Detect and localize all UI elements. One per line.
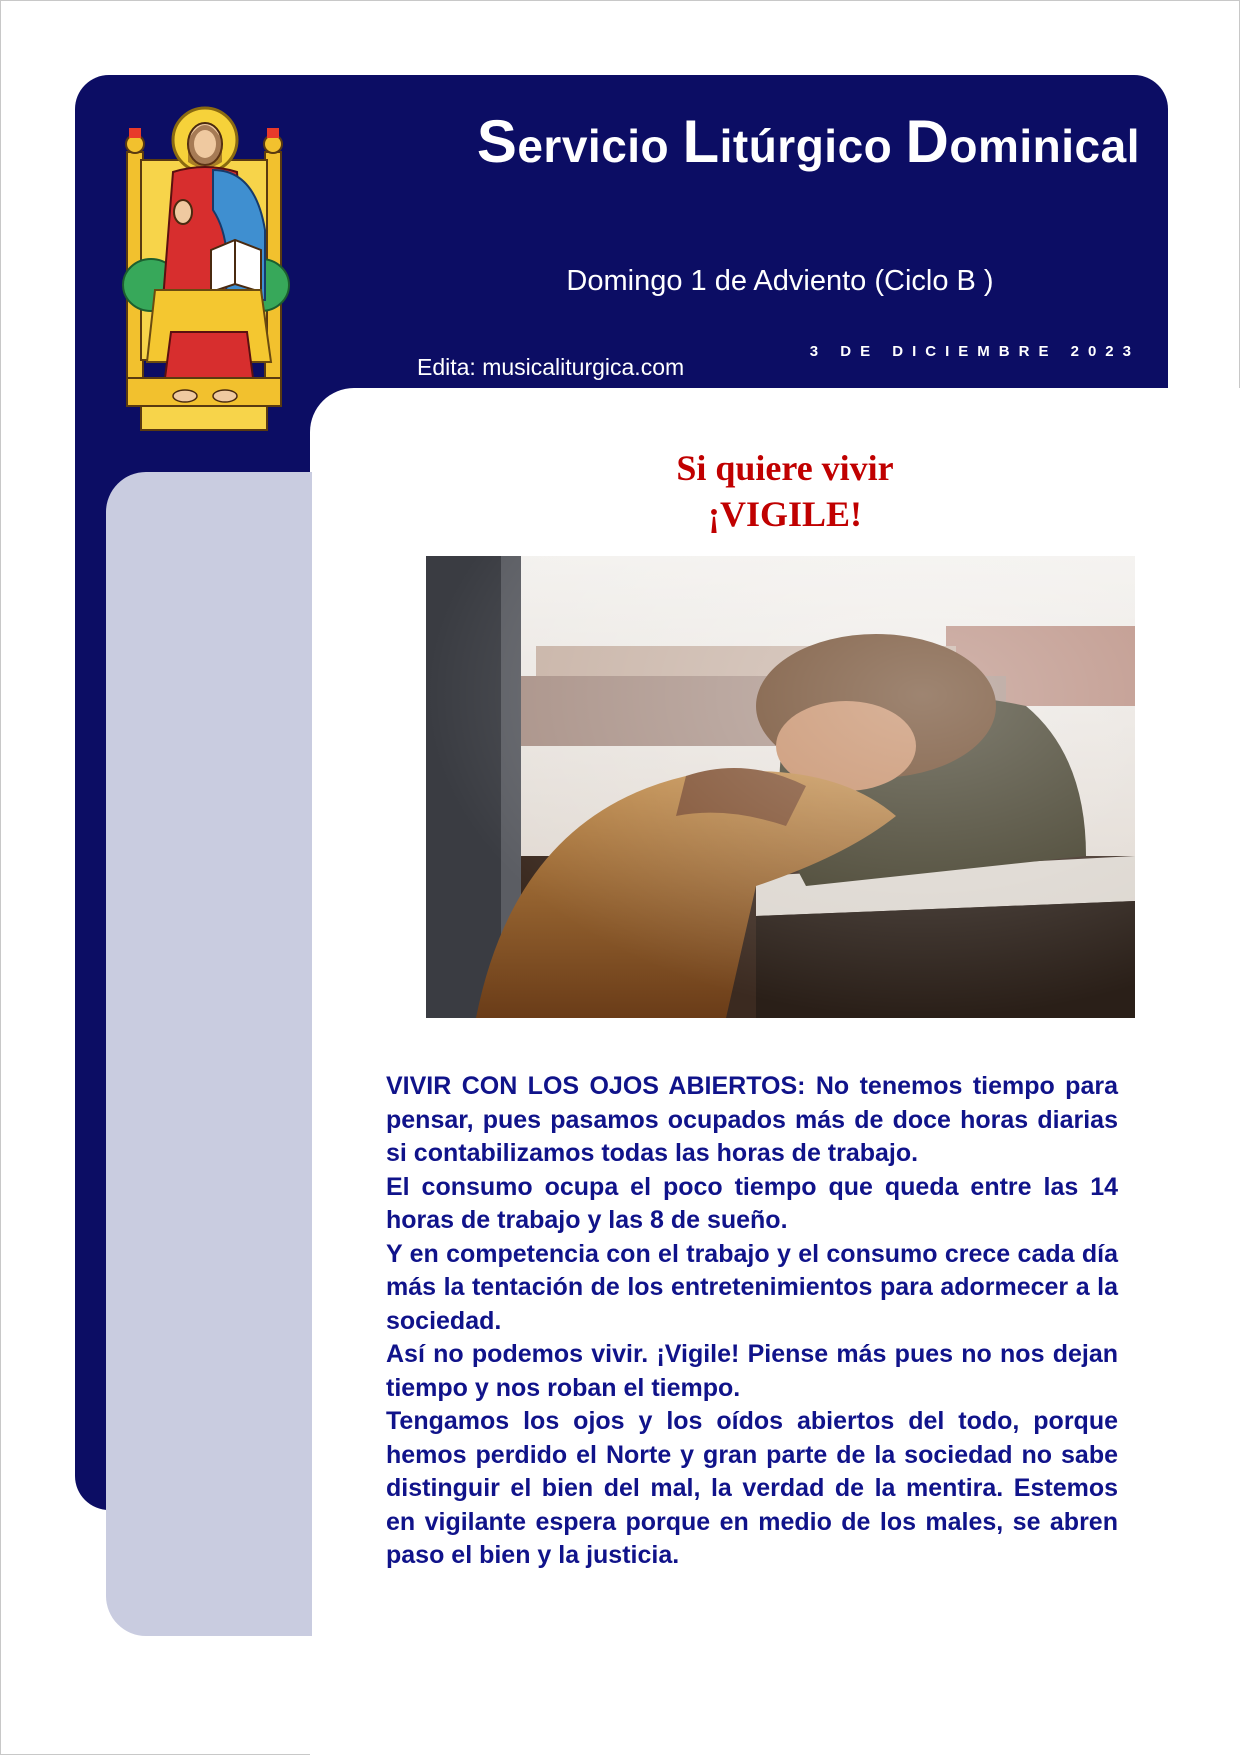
title-initial: S	[476, 108, 518, 175]
christ-pantocrator-icon	[115, 100, 305, 435]
sleeping-person-photo	[426, 556, 1135, 1018]
body-paragraph: Así no podemos vivir. ¡Vigile! Piense más pues no nos dejan tiempo y nos roban el tiempo.	[386, 1340, 1118, 1402]
body-paragraph: El consumo ocupa el poco tiempo que queda entre las 14 horas de trabajo y las 8 de sueño.	[386, 1172, 1118, 1234]
title-part: ominical	[949, 120, 1140, 172]
body-paragraph: Y en competencia con el trabajo y el consumo crece cada día más la tentación de los entretenimientos para adormecer a la sociedad.	[386, 1239, 1118, 1335]
article-body	[386, 1070, 1118, 1573]
title-initial: D	[905, 108, 950, 175]
publisher: Edita: musicaliturgica.com	[417, 354, 685, 380]
headline-line: Si quiere vivir	[676, 448, 894, 488]
headline-line: ¡VIGILE!	[707, 494, 863, 534]
article-headline	[560, 445, 1010, 537]
title-part: ervicio	[517, 120, 683, 172]
sidebar-panel	[106, 472, 312, 1636]
title-initial: L	[682, 108, 720, 175]
page-title	[400, 108, 1140, 175]
body-paragraph: VIVIR CON LOS OJOS ABIERTOS: No tenemos tiempo para pensar, pues pasamos ocupados más de doce horas diarias si contabilizamos todas las horas de trabajo.	[386, 1072, 1118, 1167]
issue-date: 3 DE DICIEMBRE 2023	[809, 343, 1140, 360]
title-part: itúrgico	[719, 120, 906, 172]
subtitle: Domingo 1 de Adviento (Ciclo B )	[566, 265, 994, 297]
body-paragraph: Tengamos los ojos y los oídos abiertos del todo, porque hemos perdido el Norte y gran parte de la sociedad no sabe distinguir el bien del mal, la verdad de la mentira. Estemos en vigilante espera porque en medio de los males, se abren paso el bien y la justicia.	[386, 1407, 1118, 1569]
